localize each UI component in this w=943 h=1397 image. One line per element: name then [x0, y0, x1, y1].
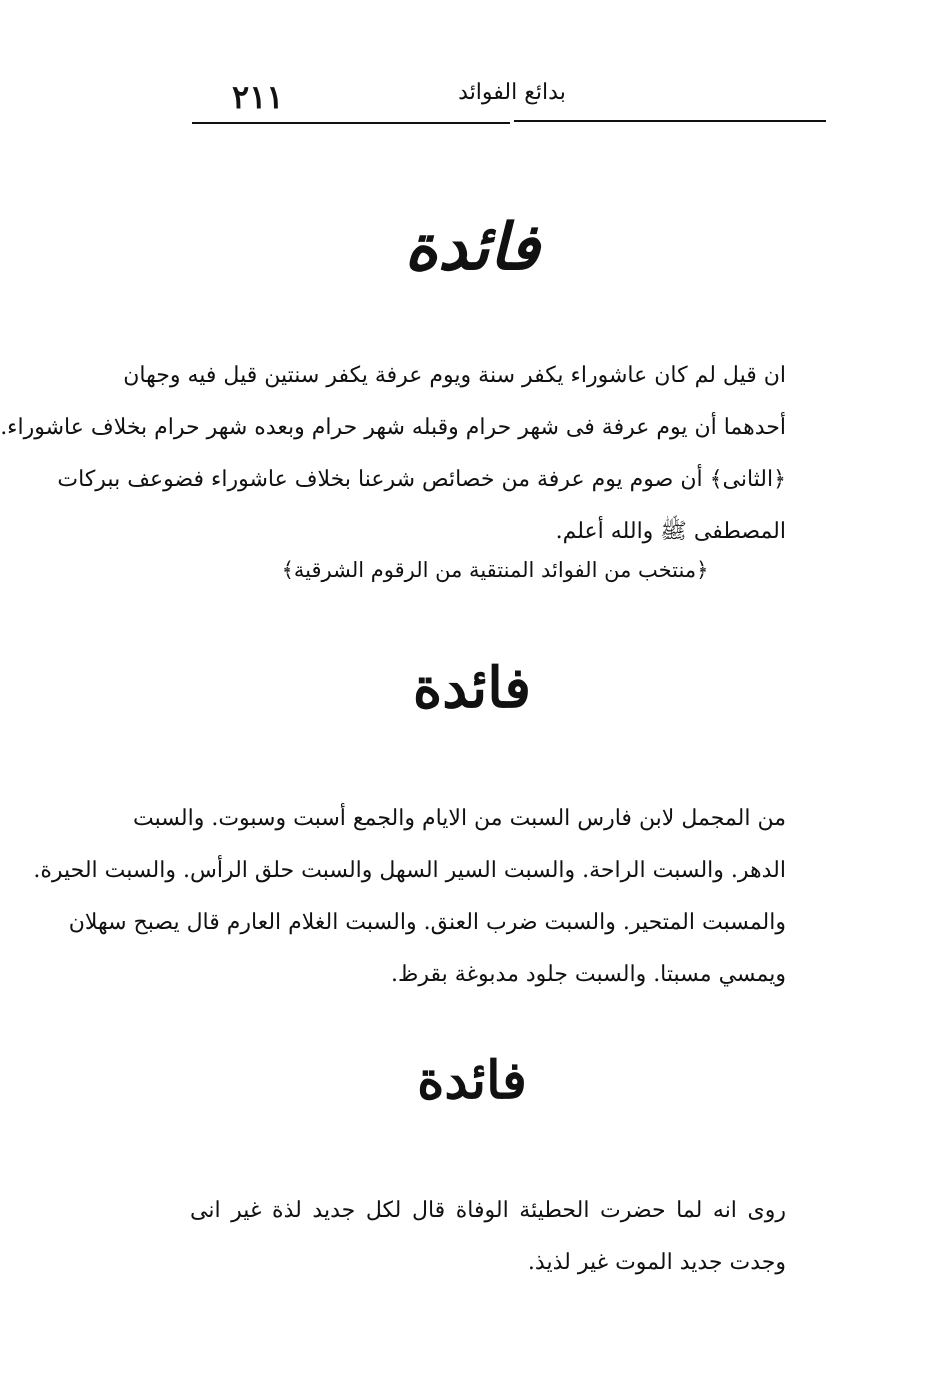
- text-line: ان قيل لم كان عاشوراء يكفر سنة ويوم عرفة يكفر سنتين قيل فيه وجهان: [123, 363, 786, 388]
- text-line: من المجمل لابن فارس السبت من الايام والجمع أسبت وسبوت. والسبت: [133, 806, 786, 831]
- text-line: وجدت جديد الموت غير لذيذ.: [527, 1250, 786, 1275]
- section-2-text: [33, 793, 786, 1001]
- section-title-3: فائدة: [417, 1050, 527, 1111]
- header-rule-right: [514, 120, 826, 122]
- text-line: ويمسي مسبتا. والسبت جلود مدبوغة بقرظ.: [391, 962, 786, 987]
- text-line: والمسبت المتحير. والسبت ضرب العنق. والسبت الغلام العارم قال يصبح سهلان: [68, 910, 786, 935]
- page-header: [192, 70, 826, 126]
- section-3-text: [190, 1185, 786, 1289]
- header-rule-left: [192, 122, 510, 124]
- text-line: المصطفى ﷺ والله أعلم.: [555, 519, 786, 544]
- running-title: بدائع الفوائد: [458, 80, 566, 105]
- text-line: روى انه لما حضرت الحطيئة الوفاة قال لكل جديد لذة غير انى: [190, 1198, 786, 1223]
- text-line: الدهر. والسبت الراحة. والسبت السير السهل والسبت حلق الرأس. والسبت الحيرة.: [33, 858, 786, 883]
- section-title-2: فائدة: [412, 655, 532, 721]
- section-1-source: ﴿منتخب من الفوائد المنتقية من الرقوم الشرقية﴾: [281, 558, 709, 582]
- text-line: أحدهما أن يوم عرفة فى شهر حرام وقبله شهر حرام وبعده شهر حرام بخلاف عاشوراء.: [0, 415, 786, 440]
- section-1-text: [0, 350, 786, 558]
- text-line: ﴿الثانى﴾ أن صوم يوم عرفة من خصائص شرعنا بخلاف عاشوراء فضوعف ببركات: [57, 467, 786, 492]
- section-title-1: فائدة: [404, 210, 540, 285]
- page-number: ٢١١: [232, 78, 284, 116]
